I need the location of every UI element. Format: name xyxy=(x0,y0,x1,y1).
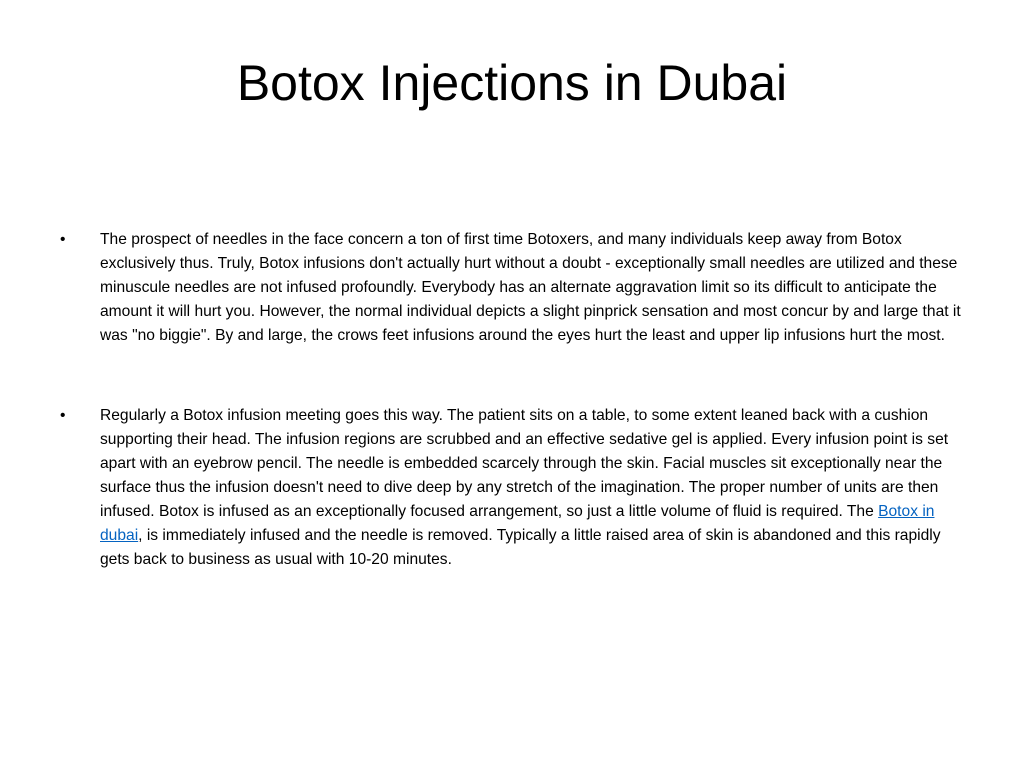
bullet-list xyxy=(60,228,965,572)
slide-title: Botox Injections in Dubai xyxy=(236,55,788,111)
bullet-text-before-link: Regularly a Botox infusion meeting goes this way. The patient sits on a table, to some extent leaned back with a cushion supporting their head. The infusion regions are scrubbed and an effective sedative gel is applied. Every infusion point is set apart with an eyebrow pencil. The needle is embedded scarcely through the skin. Facial muscles sit exceptionally near the surface thus the infusion doesn't need to dive deep by any stretch of the imagination. The proper number of units are then infused. Botox is infused as an exceptionally focused arrangement, so just a little volume of fluid is required. The xyxy=(100,407,949,520)
bullet-text: The prospect of needles in the face concern a ton of first time Botoxers, and many individuals keep away from Botox exclusively thus. Truly, Botox infusions don't actually hurt without a doubt - exceptionally small needles are utilized and these minuscule needles are not infused profoundly. Everybody has an alternate aggravation limit so its difficult to anticipate the amount it will hurt you. However, the normal individual depicts a slight pinprick sensation and most concur by and large that it was "no biggie". By and large, the crows feet infusions around the eyes hurt the least and upper lip infusions hurt the most. xyxy=(100,231,961,344)
bullet-icon: • xyxy=(60,231,66,248)
bullet-item xyxy=(60,404,965,572)
bullet-text-after-link: , is immediately infused and the needle is removed. Typically a little raised area of skin is abandoned and this rapidly gets back to business as usual with 10-20 minutes. xyxy=(100,527,941,568)
bullet-icon: • xyxy=(60,407,66,424)
bullet-item xyxy=(60,228,965,348)
botox-in-dubai-link[interactable]: Botox in dubai xyxy=(100,503,935,544)
